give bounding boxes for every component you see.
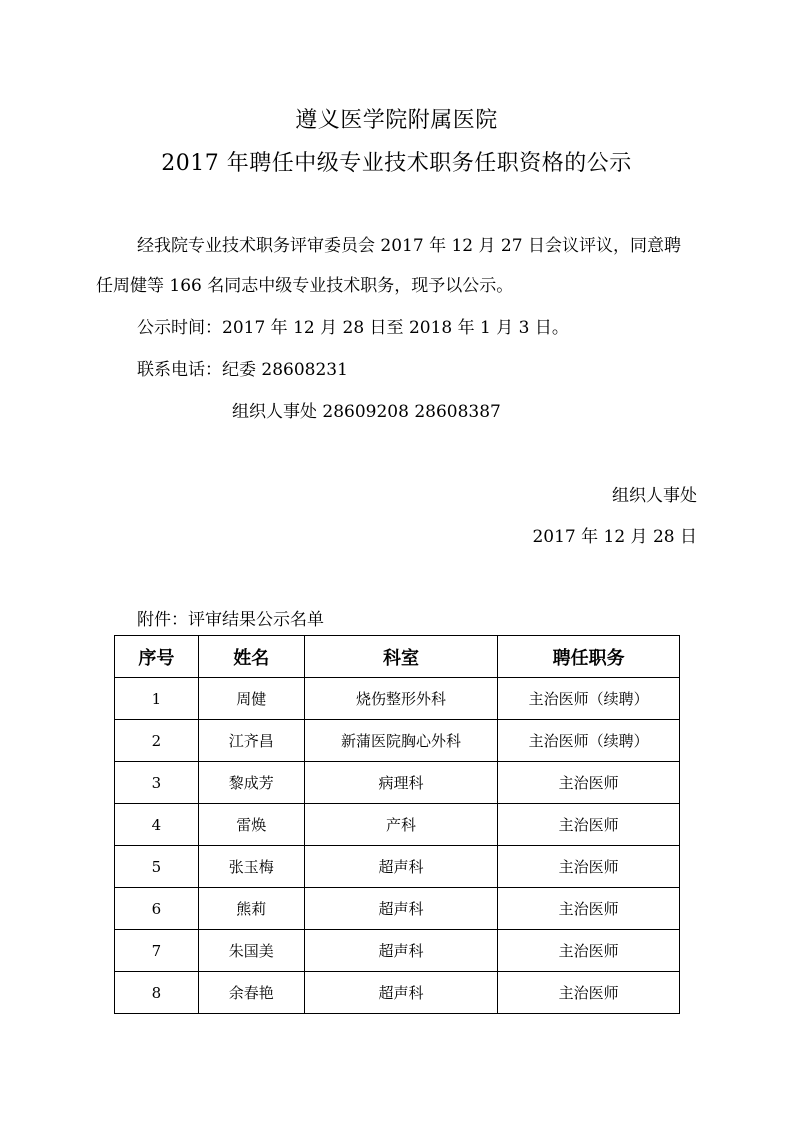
table-row bbox=[115, 720, 680, 762]
cell-name: 余春艳 bbox=[198, 972, 304, 1014]
cell-department: 超声科 bbox=[304, 846, 498, 888]
cell-department: 病理科 bbox=[304, 762, 498, 804]
cell-department: 超声科 bbox=[304, 888, 498, 930]
cell-seq: 1 bbox=[115, 678, 199, 720]
cell-name: 张玉梅 bbox=[198, 846, 304, 888]
cell-seq: 6 bbox=[115, 888, 199, 930]
cell-name: 周健 bbox=[198, 678, 304, 720]
cell-name: 朱国美 bbox=[198, 930, 304, 972]
signature-date: 2017 年 12 月 28 日 bbox=[532, 527, 697, 547]
cell-position: 主治医师 bbox=[498, 804, 680, 846]
cell-position: 主治医师（续聘） bbox=[498, 678, 680, 720]
table-row bbox=[115, 846, 680, 888]
document-title-line-1: 遵义医学院附属医院 bbox=[295, 108, 498, 133]
cell-department: 新蒲医院胸心外科 bbox=[304, 720, 498, 762]
table-row bbox=[115, 930, 680, 972]
header-position: 聘任职务 bbox=[498, 636, 680, 678]
signature-department: 组织人事处 bbox=[612, 486, 697, 506]
cell-position: 主治医师 bbox=[498, 888, 680, 930]
attachment-label: 附件：评审结果公示名单 bbox=[137, 610, 324, 630]
publicity-period: 公示时间：2017 年 12 月 28 日至 2018 年 1 月 3 日。 bbox=[137, 318, 569, 338]
cell-name: 江齐昌 bbox=[198, 720, 304, 762]
table-row bbox=[115, 804, 680, 846]
cell-seq: 4 bbox=[115, 804, 199, 846]
cell-seq: 5 bbox=[115, 846, 199, 888]
contact-phone-line-2: 组织人事处 28609208 28608387 bbox=[232, 402, 501, 422]
cell-name: 雷焕 bbox=[198, 804, 304, 846]
cell-position: 主治医师 bbox=[498, 930, 680, 972]
cell-department: 产科 bbox=[304, 804, 498, 846]
cell-name: 熊莉 bbox=[198, 888, 304, 930]
header-department: 科室 bbox=[304, 636, 498, 678]
cell-seq: 8 bbox=[115, 972, 199, 1014]
table-row bbox=[115, 678, 680, 720]
cell-position: 主治医师 bbox=[498, 762, 680, 804]
cell-name: 黎成芳 bbox=[198, 762, 304, 804]
contact-phone-line-1: 联系电话：纪委 28608231 bbox=[137, 360, 348, 380]
results-table bbox=[114, 635, 680, 1014]
cell-department: 烧伤整形外科 bbox=[304, 678, 498, 720]
cell-department: 超声科 bbox=[304, 930, 498, 972]
announcement-paragraph-line-2: 任周健等 166 名同志中级专业技术职务，现予以公示。 bbox=[96, 276, 514, 296]
cell-seq: 7 bbox=[115, 930, 199, 972]
table-row bbox=[115, 888, 680, 930]
cell-position: 主治医师 bbox=[498, 972, 680, 1014]
table-header-row bbox=[115, 636, 680, 678]
cell-position: 主治医师 bbox=[498, 846, 680, 888]
cell-seq: 2 bbox=[115, 720, 199, 762]
cell-department: 超声科 bbox=[304, 972, 498, 1014]
table-row bbox=[115, 762, 680, 804]
header-seq: 序号 bbox=[115, 636, 199, 678]
header-name: 姓名 bbox=[198, 636, 304, 678]
document-title-line-2: 2017 年聘任中级专业技术职务任职资格的公示 bbox=[161, 151, 632, 176]
cell-seq: 3 bbox=[115, 762, 199, 804]
cell-position: 主治医师（续聘） bbox=[498, 720, 680, 762]
table-row bbox=[115, 972, 680, 1014]
announcement-paragraph-line-1: 经我院专业技术职务评审委员会 2017 年 12 月 27 日会议评议，同意聘 bbox=[137, 236, 681, 256]
